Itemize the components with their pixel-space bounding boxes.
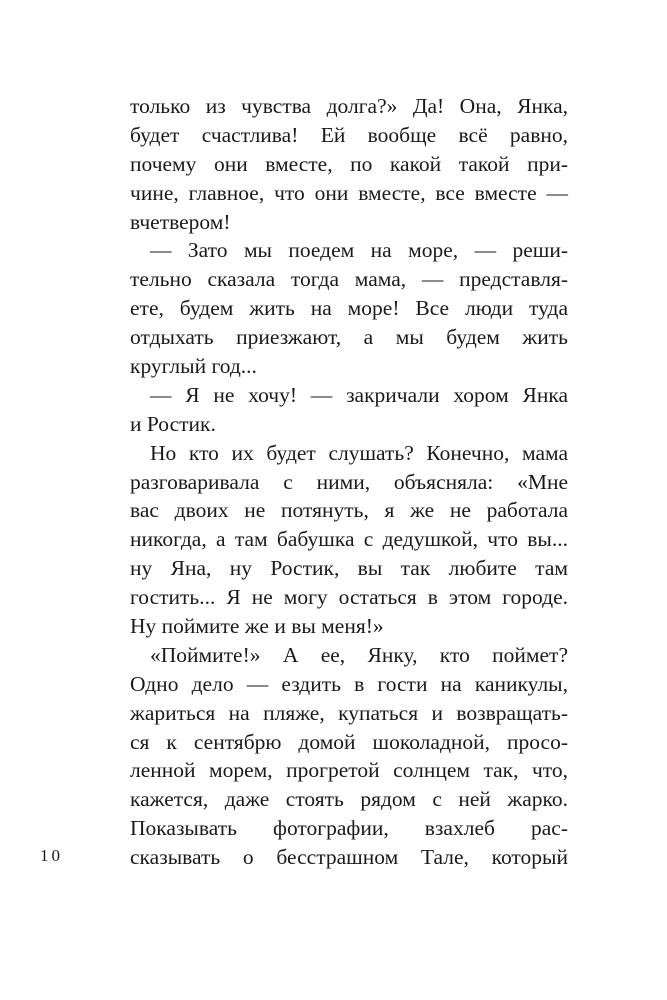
text-line: вчетвером!	[130, 209, 231, 234]
text-line: разговаривала с ними, объясняла: «Мне	[130, 469, 568, 494]
text-line: ленной морем, прогретой солнцем так, что,	[130, 758, 568, 783]
text-line: ся к сентябрю домой шоколадной, просо-	[130, 729, 568, 754]
text-line: и Ростик.	[130, 411, 216, 436]
text-line: — Зато мы поедем на море, — реши-	[150, 238, 568, 263]
text-line: сказывать о бесстрашном Тале, который	[130, 845, 568, 870]
text-line: тельно сказала тогда мама, — представля-	[130, 267, 568, 292]
text-line: кажется, даже стоять рядом с ней жарко.	[130, 787, 568, 812]
text-line: круглый год...	[130, 354, 257, 379]
page-body-text	[130, 92, 568, 872]
page-number: 10	[40, 846, 63, 865]
text-line: никогда, а там бабушка с дедушкой, что вы...	[130, 527, 568, 552]
text-line: Но кто их будет слушать? Конечно, мама	[150, 440, 568, 465]
text-line: Одно дело — ездить в гости на каникулы,	[130, 671, 568, 696]
text-line: чине, главное, что они вместе, все вместе —	[130, 180, 568, 205]
text-line: будет счастлива! Ей вообще всё равно,	[130, 122, 568, 147]
text-line: ну Яна, ну Ростик, вы так любите там	[130, 556, 568, 581]
text-line: жариться на пляже, купаться и возвращать-	[130, 700, 568, 725]
text-line: Ну поймите же и вы меня!»	[130, 614, 384, 639]
text-line: вас двоих не потянуть, я же не работала	[130, 498, 568, 523]
text-line: отдыхать приезжают, а мы будем жить	[130, 325, 568, 350]
text-line: почему они вместе, по какой такой при-	[130, 151, 568, 176]
text-line: «Поймите!» А ее, Янку, кто поймет?	[150, 642, 568, 667]
text-line: гостить... Я не могу остаться в этом городе.	[130, 585, 568, 610]
text-line: — Я не хочу! — закричали хором Янка	[150, 382, 568, 407]
text-line: только из чувства долга?» Да! Она, Янка,	[130, 94, 568, 118]
text-line: ете, будем жить на море! Все люди туда	[130, 296, 568, 321]
text-line: Показывать фотографии, взахлеб рас-	[130, 816, 568, 841]
